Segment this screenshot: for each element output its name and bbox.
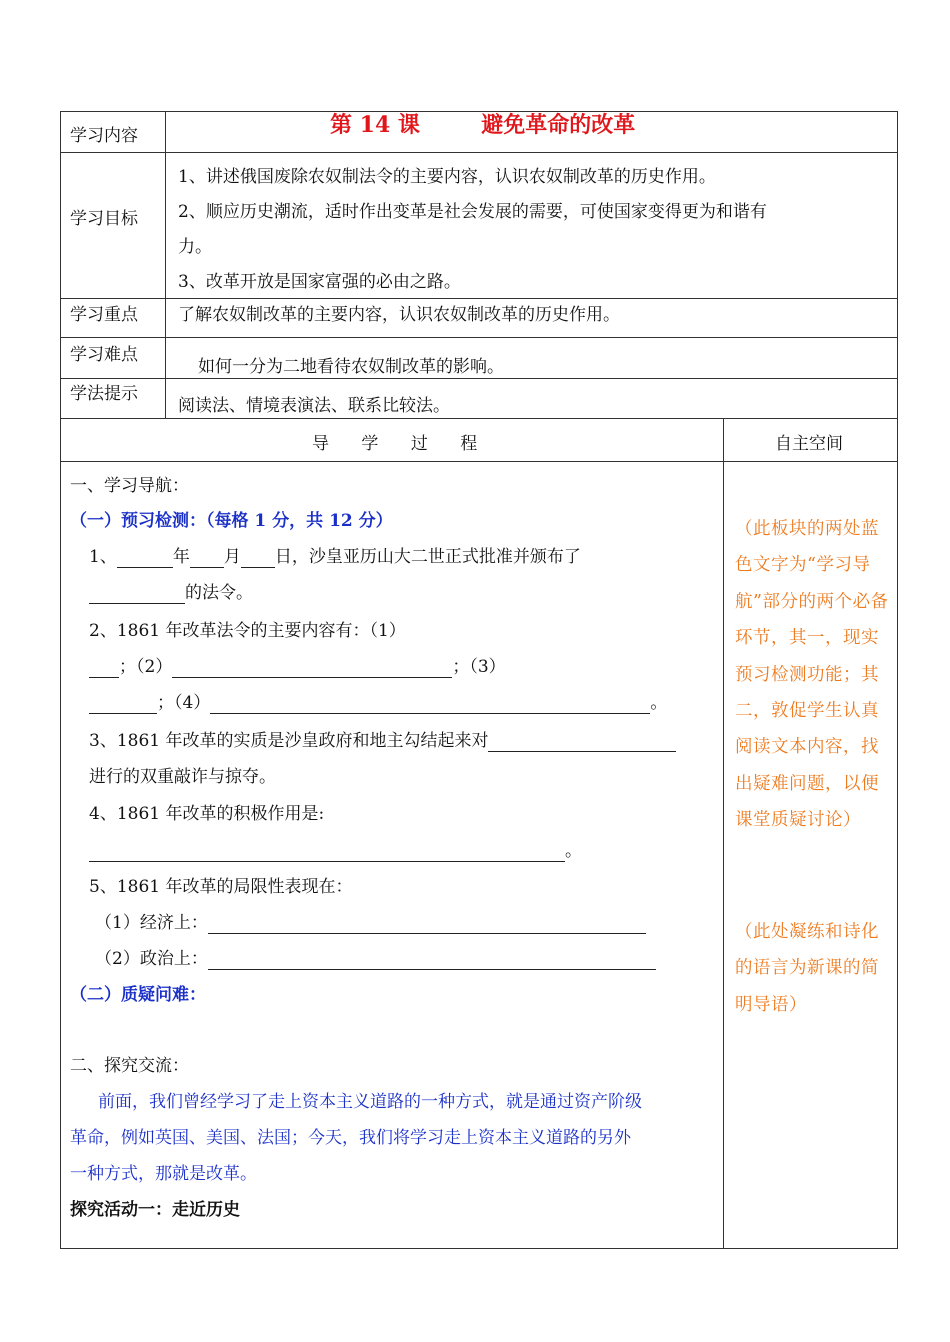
politics-blank[interactable] [208,951,656,970]
process-header: 导 学 过 程 [312,434,478,454]
question-2-row2 [89,656,506,678]
q2-item4: ；（4） [157,693,211,713]
decree-blank[interactable] [89,585,185,604]
goal-1: 1、讲述俄国废除农奴制法令的主要内容，认识农奴制改革的历史作用。 [178,167,716,187]
row-divider [60,152,898,153]
section-2-heading: 二、探究交流： [70,1056,189,1076]
content-blank-2[interactable] [172,659,452,678]
intro-line-3: 一种方式，那就是改革。 [70,1164,257,1184]
q3-text: 3、1861 年改革的实质是沙皇政府和地主勾结起来对 [89,731,489,751]
economy-blank[interactable] [208,915,646,934]
content-blank-1[interactable] [89,659,119,678]
difficult-point: 如何一分为二地看待农奴制改革的影响。 [198,357,504,377]
section-1-heading: 一、学习导航： [70,476,189,496]
side-note-intro: （此处凝练和诗化的语言为新课的简明导语） [735,922,879,1015]
table-border-right [897,111,898,1249]
question-2: 2、1861 年改革法令的主要内容有：（1） [89,621,406,641]
content-blank-3[interactable] [89,695,157,714]
goal-2-cont: 力。 [178,237,212,257]
row-divider [60,298,898,299]
question-3 [89,730,676,752]
year-blank[interactable] [117,549,173,568]
question-2-row3 [89,692,667,714]
q1-number: 1、 [89,547,117,567]
label-key: 学习重点 [70,305,138,325]
row-divider [60,461,898,462]
label-column-divider [165,111,166,418]
label-method: 学法提示 [70,384,138,404]
question-doubts-heading: （二）质疑问难： [70,985,206,1005]
intro-line-1: 前面，我们曾经学习了走上资本主义道路的一种方式，就是通过资产阶级 [98,1092,642,1112]
question-3-cont: 进行的双重敲诈与掠夺。 [89,767,276,787]
question-1 [89,546,581,568]
question-5-politics [95,948,656,970]
question-5-economy [95,912,646,934]
row-divider [60,418,898,419]
preview-test-heading: （一）预习检测：（每格 1 分，共 12 分） [70,511,393,531]
content-blank-4[interactable] [210,695,650,714]
question-5: 5、1861 年改革的局限性表现在： [89,877,353,897]
table-border-bottom [60,1248,898,1249]
q5-politics-label: （2）政治上： [95,949,208,969]
label-goals: 学习目标 [70,209,138,229]
positive-effect-blank[interactable] [89,843,565,862]
day-blank[interactable] [241,549,275,568]
question-4-cont [89,840,582,862]
q1-year: 年 [172,547,190,567]
question-4: 4、1861 年改革的积极作用是: [89,804,325,824]
label-difficult: 学习难点 [70,345,138,365]
q1-text: 日，沙皇亚历山大二世正式批准并颁布了 [274,547,581,567]
row-divider [60,378,898,379]
q5-economy-label: （1）经济上： [95,913,208,933]
activity-1-heading: 探究活动一：走近历史 [70,1200,240,1220]
month-blank[interactable] [190,549,224,568]
q1-end: 的法令。 [185,583,253,603]
side-note-preview: （此板块的两处蓝色文字为“学习导航”部分的两个必备环节，其一，现实预习检测功能；其二，敦促学生认真阅读文本内容，找出疑难问题，以便课堂质疑讨论） [735,519,889,831]
key-point: 了解农奴制改革的主要内容，认识农奴制改革的历史作用。 [178,305,620,325]
question-1-cont [89,582,253,604]
q2-item3: ；（3） [452,657,506,677]
lesson-title: 第 14 课 避免革命的改革 [330,112,636,138]
q1-month: 月 [223,547,241,567]
q2-end: 。 [650,693,668,713]
row-divider [60,337,898,338]
process-column-divider [723,418,724,1249]
q2-item2: ；（2） [119,657,173,677]
intro-line-2: 革命，例如英国、美国、法国；今天，我们将学习走上资本主义道路的另外 [70,1128,631,1148]
method: 阅读法、情境表演法、联系比较法。 [178,396,450,416]
goal-2: 2、顺应历史潮流，适时作出变革是社会发展的需要，可使国家变得更为和谐有 [178,202,767,222]
label-content: 学习内容 [70,126,138,146]
free-space-header: 自主空间 [775,434,843,454]
essence-blank[interactable] [488,733,676,752]
goal-3: 3、改革开放是国家富强的必由之路。 [178,272,461,292]
q4-end: 。 [565,841,582,861]
table-border-left [60,111,61,1249]
